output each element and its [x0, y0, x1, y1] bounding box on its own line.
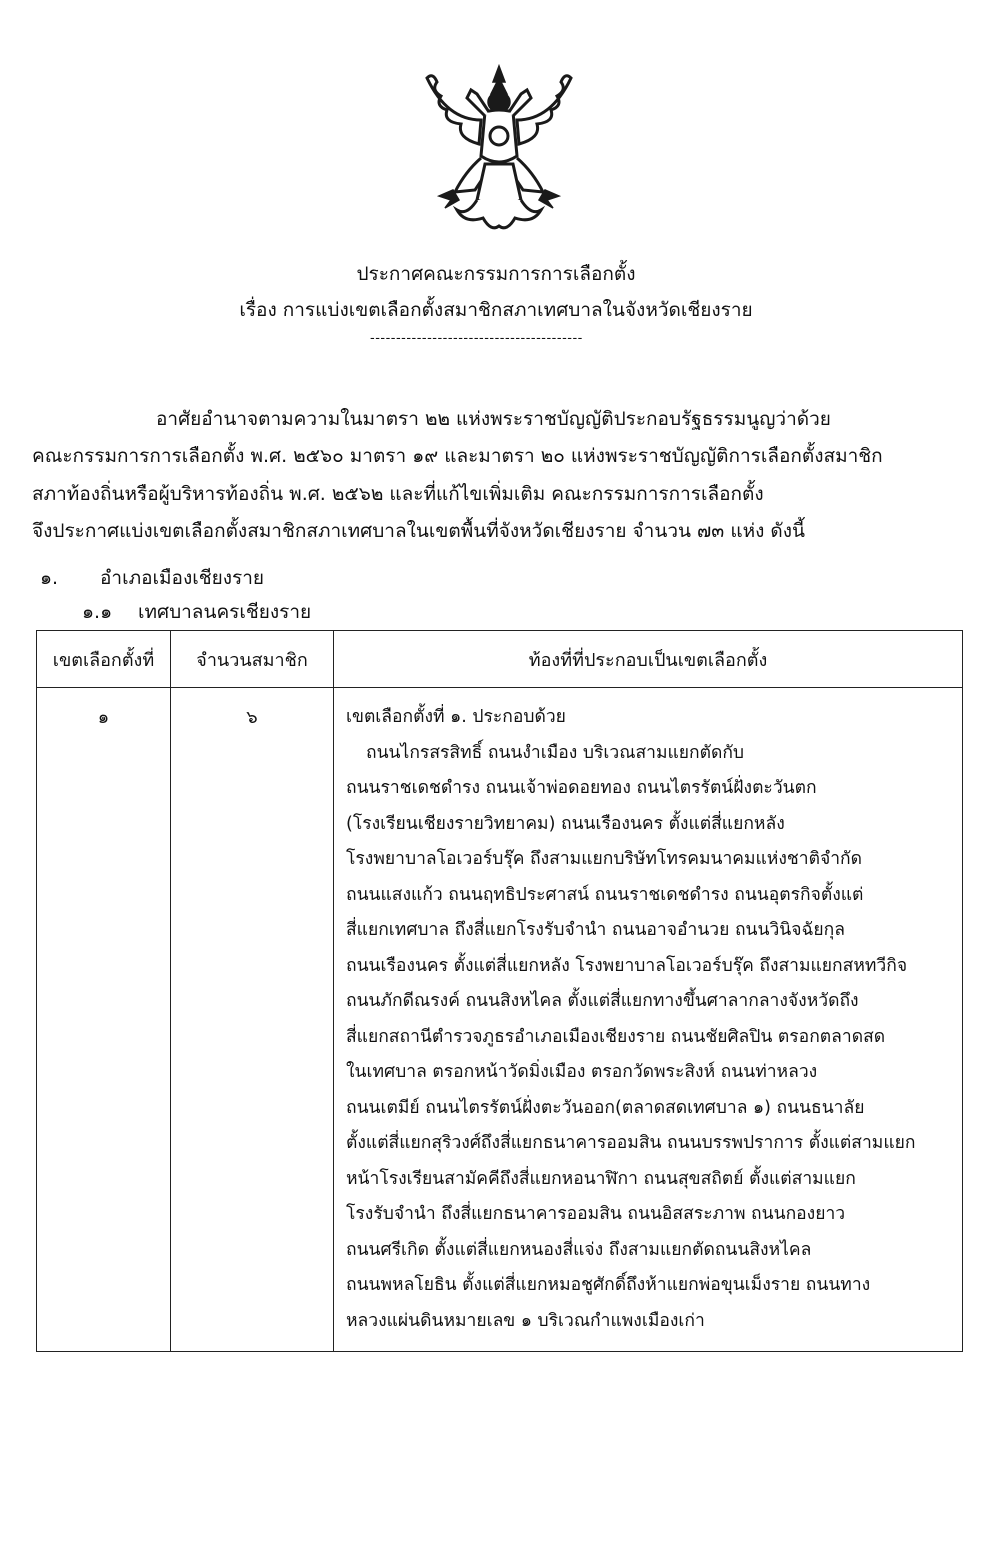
header-members: จำนวนสมาชิก [171, 631, 334, 688]
area-line: (โรงเรียนเชียงรายวิทยาคม) ถนนเรืองนคร ตั้งแต่สี่แยกหลัง [346, 813, 785, 834]
area-line: ถนนเรืองนคร ตั้งแต่สี่แยกหลัง โรงพยาบาลโอเวอร์บรุ๊ค ถึงสามแยกสหทวีกิจ [346, 955, 908, 976]
member-count: ๖ [171, 688, 334, 1352]
district-table [36, 630, 963, 1352]
header-district: เขตเลือกตั้งที่ [37, 631, 171, 688]
area-line: ในเทศบาล ตรอกหน้าวัดมิ่งเมือง ตรอกวัดพระสิงห์ ถนนท่าหลวง [346, 1062, 818, 1082]
garuda-emblem-icon [417, 60, 581, 236]
area-line: ถนนไกรสรสิทธิ์ ถนนงำเมือง บริเวณสามแยกตัดกับ [366, 742, 745, 763]
table-row [37, 688, 963, 1352]
preamble-line: สภาท้องถิ่นหรือผู้บริหารท้องถิ่น พ.ศ. ๒๕๖๒ และที่แก้ไขเพิ่มเติม คณะกรรมการการเลือกตั้ง [32, 483, 764, 505]
subsection-title: เทศบาลนครเชียงราย [138, 601, 312, 623]
subsection-number: ๑.๑ [82, 601, 113, 623]
announcement-subject: เรื่อง การแบ่งเขตเลือกตั้งสมาชิกสภาเทศบาลในจังหวัดเชียงราย [239, 299, 753, 321]
area-line: ถนนภักดีณรงค์ ถนนสิงหไคล ตั้งแต่สี่แยกทางขึ้นศาลากลางจังหวัดถึง [346, 991, 859, 1011]
section-number: ๑. [40, 567, 59, 589]
area-line: ถนนเตมีย์ ถนนไตรรัตน์ฝั่งตะวันออก(ตลาดสดเทศบาล ๑) ถนนธนาลัย [346, 1097, 865, 1118]
area-line: เขตเลือกตั้งที่ ๑. ประกอบด้วย [346, 707, 566, 727]
separator-line: ----------------------------------------- [370, 331, 583, 346]
area-line: ถนนพหลโยธิน ตั้งแต่สี่แยกหมอชูศักดิ์ถึงห้าแยกพ่อขุนเม็งราย ถนนทาง [346, 1275, 871, 1295]
area-line: โรงพยาบาลโอเวอร์บรุ๊ค ถึงสามแยกบริษัทโทรคมนาคมแห่งชาติจำกัด [346, 849, 862, 869]
preamble-line: คณะกรรมการการเลือกตั้ง พ.ศ. ๒๕๖๐ มาตรา ๑๙ และมาตรา ๒๐ แห่งพระราชบัญญัติการเลือกตั้งสมาชิก [32, 445, 883, 467]
preamble-line: อาศัยอำนาจตามความในมาตรา ๒๒ แห่งพระราชบัญญัติประกอบรัฐธรรมนูญว่าด้วย [156, 408, 831, 430]
area-line: สี่แยกเทศบาล ถึงสี่แยกโรงรับจำนำ ถนนอาจอำนวย ถนนวินิจฉัยกุล [346, 920, 846, 940]
preamble-line: จึงประกาศแบ่งเขตเลือกตั้งสมาชิกสภาเทศบาลในเขตพื้นที่จังหวัดเชียงราย จำนวน ๗๓ แห่ง ดังนี้ [32, 520, 806, 542]
area-line: โรงรับจำนำ ถึงสี่แยกธนาคารออมสิน ถนนอิสสระภาพ ถนนกองยาว [346, 1204, 846, 1224]
area-line: หน้าโรงเรียนสามัคคีถึงสี่แยกหอนาฬิกา ถนนสุขสถิตย์ ตั้งแต่สามแยก [346, 1168, 856, 1189]
area-line: ตั้งแต่สี่แยกสุริวงศ์ถึงสี่แยกธนาคารออมสิน ถนนบรรพปราการ ตั้งแต่สามแยก [346, 1133, 916, 1153]
area-line: ถนนศรีเกิด ตั้งแต่สี่แยกหนองสี่แจ่ง ถึงสามแยกตัดถนนสิงหไคล [346, 1239, 812, 1260]
table-header-row [37, 631, 963, 688]
area-line: ถนนราชเดชดำรง ถนนเจ้าพ่อดอยทอง ถนนไตรรัตน์ฝั่งตะวันตก [346, 778, 817, 798]
area-description [334, 688, 963, 1352]
area-line: ถนนแสงแก้ว ถนนฤทธิประศาสน์ ถนนราชเดชดำรง ถนนอุตรกิจตั้งแต่ [346, 884, 864, 905]
header-area: ท้องที่ที่ประกอบเป็นเขตเลือกตั้ง [334, 631, 963, 688]
district-number: ๑ [37, 688, 171, 1352]
area-line: หลวงแผ่นดินหมายเลข ๑ บริเวณกำแพงเมืองเก่า [346, 1310, 705, 1331]
section-title: อำเภอเมืองเชียงราย [100, 567, 265, 589]
announcement-title: ประกาศคณะกรรมการการเลือกตั้ง [356, 263, 636, 285]
area-line: สี่แยกสถานีตำรวจภูธรอำเภอเมืองเชียงราย ถนนชัยศิลปิน ตรอกตลาดสด [346, 1026, 886, 1047]
